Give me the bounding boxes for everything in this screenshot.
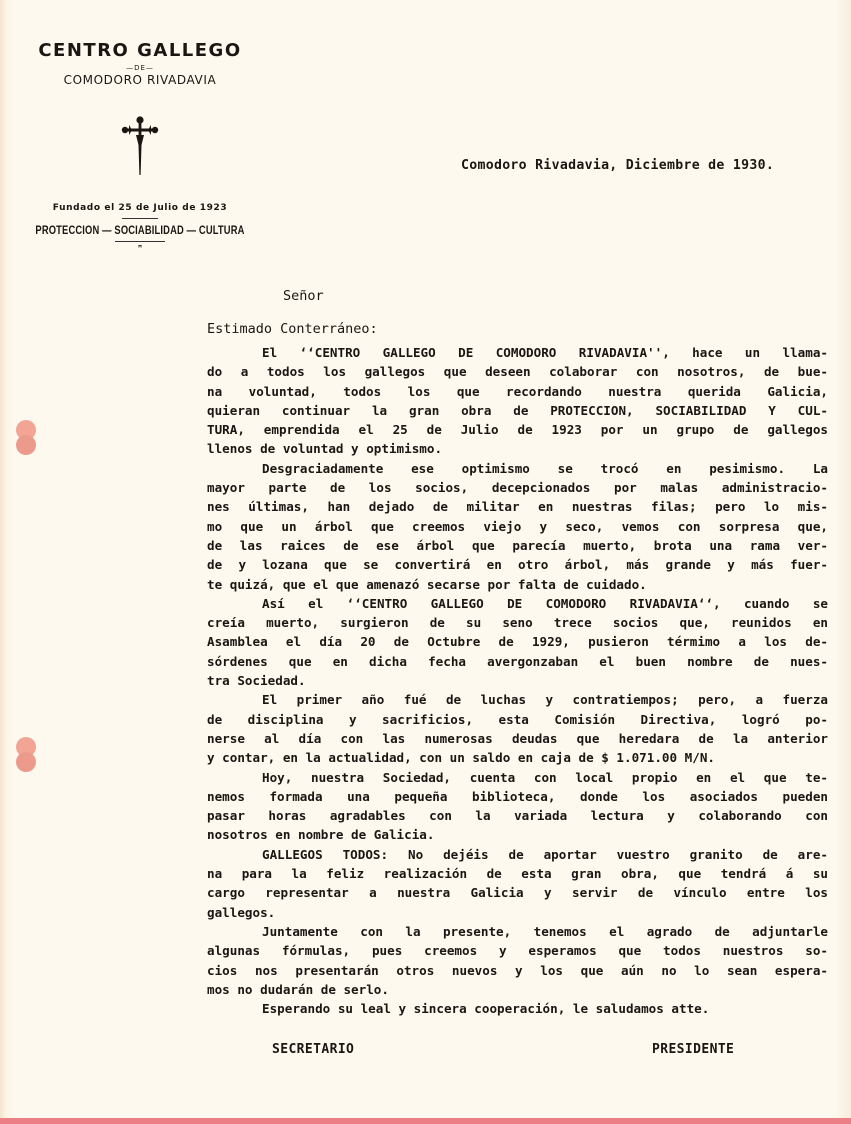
letterhead-ornament: ꟸ (137, 244, 143, 252)
letterhead-founded: Fundado el 25 de Julio de 1923 (52, 203, 228, 213)
text-line: pasar horas agradables con la variada lectura y colaborando con (207, 808, 828, 824)
text-line: Asamblea el día 20 de Octubre de 1929, pusieron térmimo a los de- (207, 634, 828, 650)
paragraph (207, 768, 828, 845)
paragraph (207, 459, 828, 594)
text-line: sórdenes que en dicha fecha avergonzaban el buen nombre de nues- (207, 653, 828, 669)
text-line: gallegos. (207, 904, 276, 920)
paragraph (207, 845, 828, 922)
text-line: nes últimas, han dejado de militar en nuestras filas; pero lo mis- (207, 499, 828, 515)
text-line: nemos formada una pequeña biblioteca, donde los asociados pueden (207, 788, 828, 804)
text-line: quieran continuar la gran obra de PROTECCION, SOCIABILIDAD Y CUL- (207, 402, 828, 418)
text-line: El ‘‘CENTRO GALLEGO DE COMODORO RIVADAVIA'', hace un llama- (262, 345, 828, 360)
text-line: y contar, en la actualidad, con un saldo en caja de $ 1.071.00 M/N. (207, 750, 715, 766)
letterhead-subtitle: COMODORO RIVADAVIA (63, 73, 217, 87)
text-line: Juntamente con la presente, tenemos el agrado de adjuntarle (262, 923, 828, 939)
text-line: mos no dudarán de serlo. (207, 981, 389, 997)
bottom-edge-strip (0, 1118, 851, 1124)
text-line: Desgraciadamente ese optimismo se trocó en pesimismo. La (262, 460, 828, 476)
binder-hole-bottom (16, 737, 36, 773)
text-line: Hoy, nuestra Sociedad, cuenta con local propio en el que te- (262, 769, 828, 785)
paragraph (207, 922, 828, 999)
text-line: cios nos presentarán otros nuevos y los que aún no lo sean espera- (207, 962, 828, 978)
text-line: Esperando su leal y sincera cooperación, le saludamos atte. (262, 1001, 710, 1017)
text-line: de y lozana que se convertirá en otro árbol, más grande y más fuer- (207, 557, 828, 573)
letterhead-title: CENTRO GALLEGO (38, 40, 242, 61)
salutation: Estimado Conterráneo: (207, 321, 378, 337)
text-line: de las raices de ese árbol que parecía muerto, brota una rama ver- (207, 537, 828, 553)
signature-secretary: SECRETARIO (272, 1042, 355, 1057)
text-line: creía muerto, surgieron de su seno trece socios que, reunidos en (207, 615, 828, 631)
letter-body (207, 343, 828, 1018)
letter-date: Comodoro Rivadavia, Diciembre de 1930. (461, 158, 775, 173)
santiago-cross-icon (120, 115, 160, 177)
text-line: TURA, emprendida el 25 de Julio de 1923 por un grupo de gallegos (207, 422, 828, 438)
letterhead-motto: PROTECCION — SOCIABILIDAD — CULTURA (35, 223, 245, 237)
text-line: Así el ‘‘CENTRO GALLEGO DE COMODORO RIVADAVIA‘‘, cuando se (262, 595, 828, 611)
letterhead-de: —DE— (126, 64, 154, 72)
text-line: te quizá, que el que amenazó secarse por falta de cuidado. (207, 576, 647, 592)
text-line: do a todos los gallegos que deseen colaborar con nosotros, de bue- (207, 364, 828, 380)
paragraph (207, 343, 828, 459)
divider (122, 218, 158, 219)
text-line: mayor parte de los socios, decepcionados por malas administracio- (207, 480, 828, 496)
divider (115, 241, 165, 242)
text-line: na para la feliz realización de esta gran obra, que tendrá á su (207, 866, 828, 882)
text-line: nerse al día con las numerosas deudas que heredara de la anterior (207, 730, 828, 746)
text-line: cargo representar a nuestra Galicia y servir de vínculo entre los (207, 885, 828, 901)
paragraph (207, 690, 828, 767)
binder-hole-top (16, 420, 36, 456)
text-line: algunas fórmulas, pues creemos y esperamos que todos nuestros so- (207, 943, 828, 959)
text-line: na voluntad, todos los que recordando nuestra querida Galicia, (207, 383, 828, 399)
letterhead (20, 40, 260, 252)
text-line: tra Sociedad. (207, 673, 306, 689)
signature-president: PRESIDENTE (652, 1042, 735, 1057)
paragraph (207, 594, 828, 690)
text-line: El primer año fué de luchas y contratiempos; pero, a fuerza (262, 692, 828, 708)
addressee: Señor (283, 288, 324, 304)
text-line: mo que un árbol que creemos viejo y seco, vemos con sorpresa que, (207, 518, 828, 534)
text-line: de disciplina y sacrificios, esta Comisión Directiva, logró po- (207, 711, 828, 727)
text-line: llenos de voluntad y optimismo. (207, 441, 443, 457)
text-line: nosotros en nombre de Galicia. (207, 827, 435, 843)
text-line: GALLEGOS TODOS: No dejéis de aportar vuestro granito de are- (262, 846, 828, 862)
paragraph (207, 999, 828, 1018)
